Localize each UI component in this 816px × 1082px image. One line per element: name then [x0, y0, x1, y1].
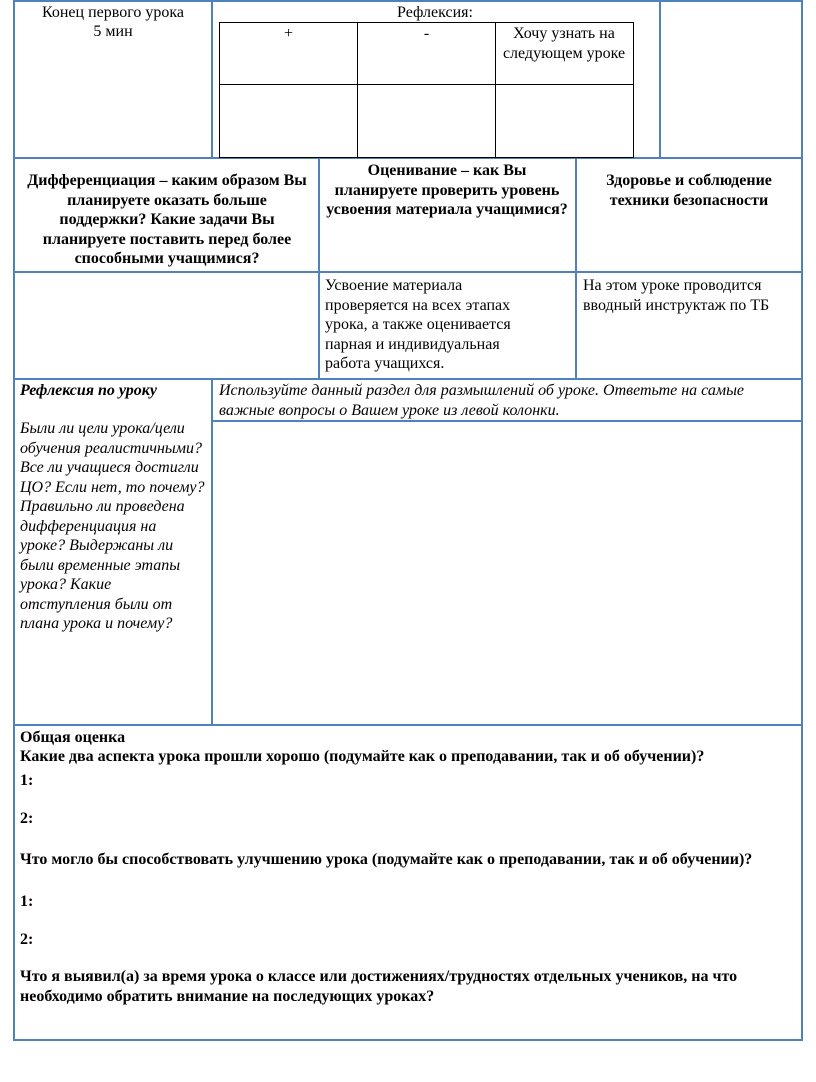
row2-divider-2	[575, 158, 577, 380]
overall-question-2: Что могло бы способствовать улучшению урока (подумайте как о преподавании, так и об обучении)?	[20, 851, 753, 868]
question-2-item-2: 2:	[20, 931, 34, 948]
row2-divider-1	[318, 158, 320, 380]
reflection-divider	[211, 379, 213, 726]
reflection-minus-column: -	[423, 25, 430, 42]
reflection-want-to-know-column: Хочу узнать на следующем уроке	[502, 25, 626, 62]
question-1-item-2: 2:	[20, 810, 34, 827]
reflection-lesson-title: Рефлексия по уроку	[20, 382, 158, 399]
row3-bottom-line	[13, 378, 803, 380]
overall-question-1: Какие два аспекта урока прошли хорошо (подумайте как о преподавании, так и об обучении)?	[20, 748, 705, 765]
reflection-title: Рефлексия:	[397, 4, 473, 21]
reflection-plus-column: +	[283, 25, 294, 42]
assessment-header: Оценивание – как Вы планируете проверить уровень усвоения материала учащимися?	[326, 162, 568, 218]
assessment-text: Усвоение материала проверяется на всех этапах урока, а также оценивается парная и индивидуальная работа учащихся.	[325, 277, 511, 372]
question-2-item-1: 1:	[20, 893, 34, 910]
reflection-questions: Были ли цели урока/цели обучения реалистичными? Все ли учащиеся достигли ЦО? Если нет, то почему? Правильно ли проведена дифференциация на уроке? Выдержаны ли были временные этапы урока? Какие отступления были от плана урока и почему?	[20, 420, 205, 632]
health-safety-text: На этом уроке проводится вводный инструктаж по ТБ	[583, 277, 770, 314]
reflection-grid-col-line-2	[495, 22, 496, 158]
row1-divider-1	[211, 0, 213, 158]
reflection-instruction-line	[212, 420, 803, 422]
differentiation-header: Дифференциация – каким образом Вы планируете оказать больше поддержки? Какие задачи Вы планируете поставить перед более способными учащимися?	[27, 172, 307, 267]
reflection-bottom-line	[13, 724, 803, 726]
reflection-instruction: Используйте данный раздел для размышлений об уроке. Ответьте на самые важные вопросы о Вашем уроке из левой колонки.	[219, 382, 745, 419]
row2-bottom-line	[13, 271, 803, 273]
health-safety-header: Здоровье и соблюдение техники безопасности	[606, 172, 772, 209]
question-1-item-1: 1:	[20, 772, 34, 789]
end-lesson-time: 5 мин	[93, 23, 133, 40]
reflection-answer-area[interactable]	[214, 423, 801, 723]
row1-divider-2	[659, 0, 661, 158]
overall-title: Общая оценка	[20, 729, 126, 746]
overall-question-3: Что я выявил(а) за время урока о классе или достижениях/трудностях отдельных учеников, на что необходимо обратить внимание на последующих уроках?	[20, 968, 738, 1005]
reflection-grid-row-line	[219, 84, 634, 85]
end-lesson-title: Конец первого урока	[41, 4, 184, 21]
